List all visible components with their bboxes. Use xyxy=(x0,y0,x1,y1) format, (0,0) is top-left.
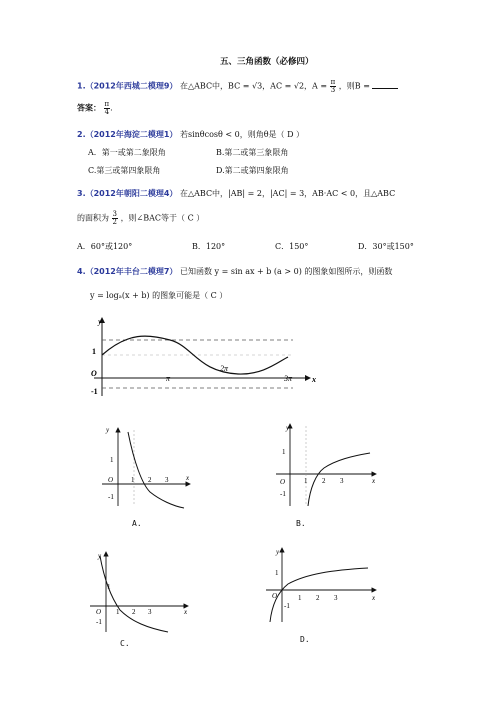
section-heading: 五、三角函数（必修四） xyxy=(220,57,314,67)
q1-tail: ，则B = xyxy=(338,81,370,91)
q3-stem: 在△ABC中，|AB| = 2，|AC| = 3，AB·AC < 0，且△ABC xyxy=(179,189,396,198)
svg-text:2: 2 xyxy=(148,476,152,484)
question-1 xyxy=(77,79,398,94)
svg-text:y: y xyxy=(106,426,110,434)
svg-text:-1: -1 xyxy=(280,490,286,498)
q3-option-b: B．120° xyxy=(192,242,226,251)
svg-text:2: 2 xyxy=(132,608,136,616)
svg-text:y: y xyxy=(276,548,280,556)
svg-text:1: 1 xyxy=(131,476,135,484)
svg-text:1: 1 xyxy=(298,594,302,602)
q3-area-fraction: $\frac{3}{2}$ xyxy=(112,210,118,226)
q3-line-2: 的面积为 $\frac{3}{2}$ ，则∠BAC等于（ C ） xyxy=(77,210,205,226)
q3-option-d: D．30°或150° xyxy=(358,242,414,251)
q2-option-a: A．第一或第二象限角 xyxy=(88,148,166,157)
choice-d-label: D. xyxy=(300,635,310,644)
svg-text:3: 3 xyxy=(148,608,152,616)
q2-option-b: B.第二或第三象限角 xyxy=(216,148,289,157)
svg-text:1: 1 xyxy=(275,569,279,577)
q2-option-d: D.第二或第四象限角 xyxy=(216,166,289,175)
q3-option-c: C．150° xyxy=(275,242,309,251)
svg-text:x: x xyxy=(372,594,376,602)
q1-blank xyxy=(372,88,398,89)
choice-a-graph xyxy=(98,422,198,510)
q2-stem: 若sinθcosθ < 0，则角θ是（ D ） xyxy=(179,130,305,139)
svg-text:1: 1 xyxy=(304,477,308,485)
q1-source: 1.（2012年西城二模理9） xyxy=(77,81,178,91)
q4-source: 4.（2012年丰台二模理7） xyxy=(77,267,178,276)
svg-text:1: 1 xyxy=(116,608,120,616)
svg-text:1: 1 xyxy=(107,583,111,591)
svg-text:2: 2 xyxy=(322,477,326,485)
svg-text:-1: -1 xyxy=(96,618,102,626)
choice-a-label: A. xyxy=(132,519,142,528)
svg-text:3: 3 xyxy=(340,477,344,485)
svg-text:x: x xyxy=(184,608,188,616)
x-tick-pi: π xyxy=(166,374,171,383)
q1-angle-fraction: $\frac{\pi}{3}$ xyxy=(330,78,336,94)
choice-b-label: B. xyxy=(296,519,306,528)
x-tick-3pi: 3π xyxy=(284,374,293,383)
q1-answer-fraction: $\frac{\pi}{4}$ xyxy=(104,100,110,116)
q4-stem: 已知函数 y = sin ax + b (a > 0) 的图象如图所示，则函数 xyxy=(179,267,393,276)
q2-option-c: C.第三或第四象限角 xyxy=(88,166,161,175)
choice-c-label: C. xyxy=(120,639,130,648)
q4-line-2: y = logₐ(x + b) 的图象可能是（ C ） xyxy=(90,291,228,300)
svg-text:1: 1 xyxy=(110,456,114,464)
q4-main-graph xyxy=(88,312,328,404)
q1-stem: 在△ABC中，BC = √3，AC = √2，A = xyxy=(179,81,330,91)
choice-d-graph xyxy=(262,544,382,624)
svg-text:1: 1 xyxy=(282,448,286,456)
y-tick-neg1: -1 xyxy=(91,387,98,396)
svg-text:O: O xyxy=(96,608,102,616)
q3-option-a: A．60°或120° xyxy=(77,242,133,251)
svg-text:-1: -1 xyxy=(108,493,114,501)
svg-text:3: 3 xyxy=(334,594,338,602)
origin-label: O xyxy=(91,369,97,378)
x-tick-2pi: 2π xyxy=(220,364,229,373)
question-4 xyxy=(77,268,392,276)
svg-text:y: y xyxy=(98,552,102,560)
svg-text:2: 2 xyxy=(316,594,320,602)
svg-text:x: x xyxy=(186,474,190,482)
question-2 xyxy=(77,131,304,139)
svg-text:O: O xyxy=(280,478,286,486)
svg-text:3: 3 xyxy=(165,476,169,484)
question-3 xyxy=(77,190,395,198)
choice-c-graph xyxy=(88,548,192,636)
q2-source: 2.（2012年海淀二模理1） xyxy=(77,130,178,139)
svg-text:x: x xyxy=(372,477,376,485)
choice-b-graph xyxy=(272,418,380,510)
svg-text:y: y xyxy=(286,424,290,432)
svg-text:O: O xyxy=(108,476,114,484)
x-label: x xyxy=(312,375,316,384)
y-tick-1: 1 xyxy=(92,347,96,356)
q3-source: 3.（2012年朝阳二模理4） xyxy=(77,189,178,198)
q1-answer: 答案： $\frac{\pi}{4}$ . xyxy=(77,100,113,116)
svg-text:O: O xyxy=(272,592,278,600)
svg-text:-1: -1 xyxy=(284,602,290,610)
y-label: y xyxy=(98,317,102,326)
